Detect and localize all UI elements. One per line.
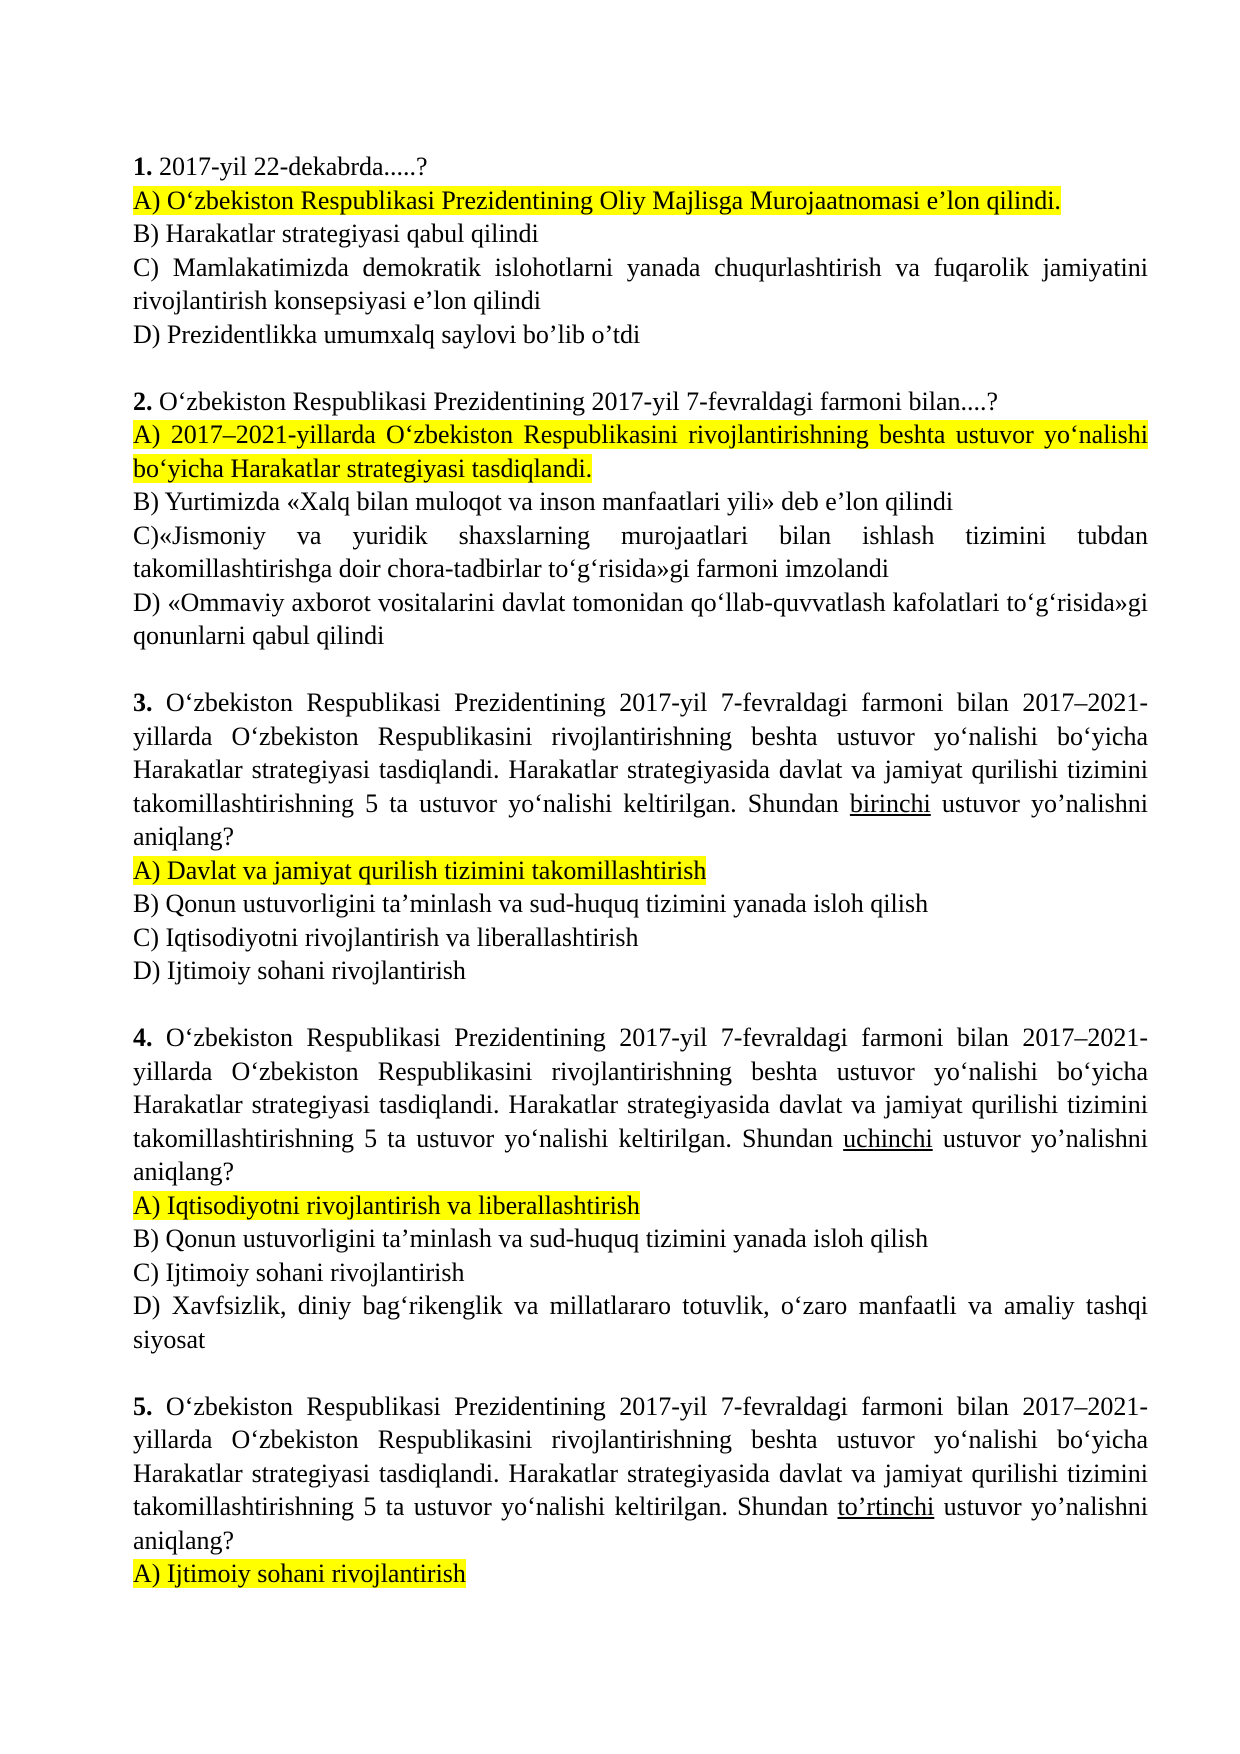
question-2 [133, 385, 1148, 653]
question-text: 2017-yil 22-dekabrda.....? [152, 152, 428, 181]
answer-option-c: C) Mamlakatimizda demokratik islohotlarni yanada chuqurlashtirish va fuqarolik jamiyatini rivojlantirish konsepsiyasi e’lon qilindi [133, 252, 1148, 315]
question-1-prompt [133, 150, 1148, 184]
answer-option-c: C) Ijtimoiy sohani rivojlantirish [133, 1257, 465, 1287]
correct-answer-highlight: A) Ijtimoiy sohani rivojlantirish [133, 1559, 466, 1588]
answer-option-d: D) «Ommaviy axborot vositalarini davlat tomonidan qo‘llab-quvvatlash kafolatlari to‘g‘risida»gi qonunlarni qabul qilindi [133, 587, 1148, 650]
question-3 [133, 686, 1148, 988]
answer-option-b: B) Harakatlar strategiyasi qabul qilindi [133, 219, 539, 248]
correct-answer-highlight: A) 2017–2021-yillarda O‘zbekiston Respublikasini rivojlantirishning beshta ustuvor yo‘nalishi bo‘yicha Harakatlar strategiyasi tasdiqlandi. [133, 420, 1148, 483]
answer-option-a [133, 854, 1148, 888]
question-text-end: ustuvor yo’nalishni aniqlang? [133, 788, 1148, 851]
question-4-prompt [133, 1021, 1148, 1189]
answer-option-d: D) Prezidentlikka umumxalq saylovi bo’lib o’tdi [133, 319, 641, 349]
question-text-end: ustuvor yo’nalishni aniqlang? [133, 1492, 1148, 1555]
answer-option-a [133, 184, 1148, 218]
answer-option-c: C)«Jismoniy va yuridik shaxslarning murojaatlari bilan ishlash tizimini tubdan takomillashtirishga doir chora-tadbirlar to‘g‘risida»gi farmoni imzolandi [133, 520, 1148, 583]
correct-answer-highlight: A) O‘zbekiston Respublikasi Prezidentining Oliy Majlisga Murojaatnomasi e’lon qilindi. [133, 185, 1061, 215]
question-number: 3. [133, 688, 153, 717]
answer-option-b: B) Qonun ustuvorligini ta’minlash va sud-huquq tizimini yanada isloh qilish [133, 889, 929, 918]
question-text: O‘zbekiston Respublikasi Prezidentining 2017-yil 7-fevraldagi farmoni bilan 2017–2021-yillarda O‘zbekiston Respublikasini rivojlantirishning beshta ustuvor yo‘nalishi bo‘yicha Harakatlar strategiyasi tasdiqlandi. Harakatlar strategiyasida davlat va jamiyat qurilishi tizimini takomillashtirishning 5 ta ustuvor yo‘nalishi keltirilgan. Shundan [133, 1391, 1148, 1521]
answer-option-d: D) Ijtimoiy sohani rivojlantirish [133, 956, 466, 985]
correct-answer-highlight: A) Davlat va jamiyat qurilish tizimini takomillashtirish [133, 855, 707, 885]
correct-answer-highlight: A) Iqtisodiyotni rivojlantirish va liberallashtirish [133, 1190, 640, 1220]
question-text-end: ustuvor yo’nalishni aniqlang? [133, 1123, 1148, 1186]
question-text: O‘zbekiston Respublikasi Prezidentining 2017-yil 7-fevraldagi farmoni bilan 2017–2021-yillarda O‘zbekiston Respublikasini rivojlantirishning beshta ustuvor yo‘nalishi bo‘yicha Harakatlar strategiyasi tasdiqlandi. Harakatlar strategiyasida davlat va jamiyat qurilishi tizimini takomillashtirishning 5 ta ustuvor yo‘nalishi keltirilgan. Shundan [133, 688, 1148, 818]
question-number: 1. [133, 152, 153, 181]
answer-option-a [133, 1557, 1148, 1591]
answer-option-b: B) Yurtimizda «Xalq bilan muloqot va inson manfaatlari yili» deb e’lon qilindi [133, 487, 954, 516]
answer-option-d: D) Xavfsizlik, diniy bag‘rikenglik va millatlararo totuvlik, o‘zaro manfaatli va amaliy tashqi siyosat [133, 1291, 1148, 1354]
answer-option-a [133, 418, 1148, 485]
question-5-prompt [133, 1390, 1148, 1558]
question-text: O‘zbekiston Respublikasi Prezidentining 2017-yil 7-fevraldagi farmoni bilan....? [152, 386, 999, 416]
question-1 [133, 150, 1148, 351]
question-2-prompt [133, 385, 1148, 419]
question-3-prompt [133, 686, 1148, 854]
question-5 [133, 1390, 1148, 1591]
answer-option-a [133, 1189, 1148, 1223]
question-text: O‘zbekiston Respublikasi Prezidentining 2017-yil 7-fevraldagi farmoni bilan 2017–2021-yillarda O‘zbekiston Respublikasini rivojlantirishning beshta ustuvor yo‘nalishi bo‘yicha Harakatlar strategiyasi tasdiqlandi. Harakatlar strategiyasida davlat va jamiyat qurilishi tizimini takomillashtirishning 5 ta ustuvor yo‘nalishi keltirilgan. Shundan [133, 1023, 1148, 1153]
question-4 [133, 1021, 1148, 1356]
document-page [133, 150, 1148, 1624]
underlined-keyword: birinchi [849, 788, 931, 818]
question-number: 5. [133, 1391, 153, 1421]
underlined-keyword: to’rtinchi [837, 1492, 935, 1521]
underlined-keyword: uchinchi [843, 1123, 933, 1153]
question-number: 2. [133, 386, 153, 416]
question-number: 4. [133, 1023, 153, 1052]
answer-option-c: C) Iqtisodiyotni rivojlantirish va liberallashtirish [133, 922, 639, 952]
answer-option-b: B) Qonun ustuvorligini ta’minlash va sud-huquq tizimini yanada isloh qilish [133, 1224, 929, 1253]
